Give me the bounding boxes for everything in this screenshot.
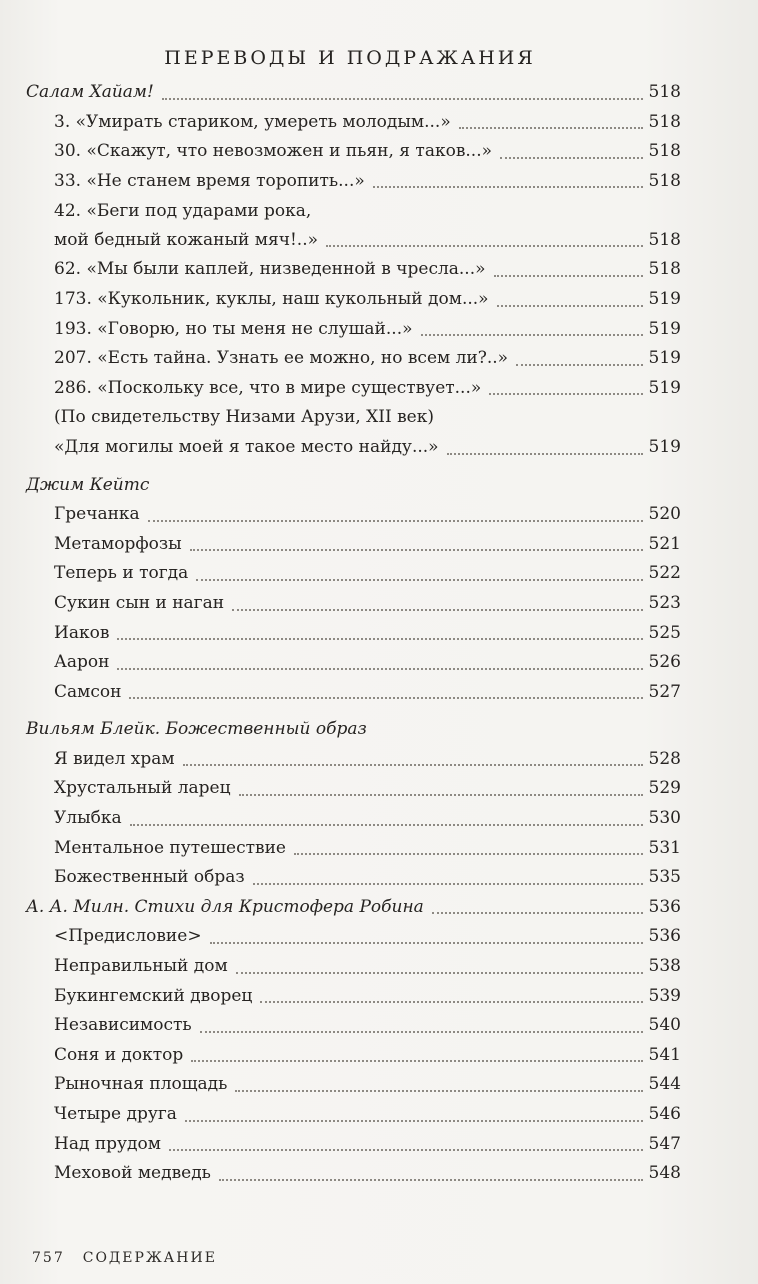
dot-leader (162, 98, 643, 100)
footer-page-number: 757 (32, 1250, 65, 1266)
dot-leader (183, 764, 643, 766)
page-number: 527 (648, 681, 681, 702)
entry-title: Ментальное путешествие (54, 837, 286, 858)
page-number: 520 (648, 504, 681, 525)
page-number: 539 (648, 985, 681, 1006)
page-number: 529 (648, 778, 681, 799)
entry-title: 207. «Есть тайна. Узнать ее можно, но всем ли?..» (54, 348, 509, 369)
toc-entry (26, 863, 681, 893)
dot-leader (196, 579, 642, 581)
toc-heading-keats: Джим Кейтс (26, 474, 150, 495)
dot-leader (239, 794, 643, 796)
entry-title: Метаморфозы (54, 533, 182, 554)
running-footer (32, 1250, 217, 1266)
toc-entry (26, 1041, 681, 1071)
toc-entry (26, 1130, 681, 1160)
page-number: 530 (648, 808, 681, 829)
dot-leader (235, 1090, 642, 1092)
page-number: 525 (648, 622, 681, 643)
page-number: 522 (648, 563, 681, 584)
dot-leader (294, 853, 643, 855)
entry-title: Четыре друга (54, 1104, 177, 1124)
dot-leader (148, 520, 643, 522)
toc-entry (26, 1159, 681, 1189)
entry-title: Рыночная площадь (54, 1074, 228, 1095)
entry-title: Аарон (54, 652, 110, 673)
toc-entry (26, 433, 681, 463)
page-number: 528 (648, 748, 681, 769)
dot-leader (421, 334, 643, 336)
dot-leader (117, 638, 642, 640)
entry-title: Гречанка (54, 504, 140, 525)
toc-entry (26, 108, 681, 138)
entry-title: Соня и доктор (54, 1044, 184, 1065)
page-number: 538 (648, 956, 681, 977)
page-number: 521 (648, 533, 681, 554)
toc-entry (26, 559, 681, 589)
dot-leader (432, 912, 643, 914)
dot-leader (326, 245, 643, 247)
toc-entry (26, 678, 681, 708)
dot-leader (130, 824, 643, 826)
dot-leader (191, 1060, 642, 1062)
page-number: 540 (648, 1015, 681, 1036)
heading-title: А. А. Милн. Стихи для Кристофера Робина (26, 896, 424, 917)
dot-leader (200, 1031, 643, 1033)
toc-heading-blake: Вильям Блейк. Божественный образ (26, 719, 367, 740)
dot-leader (236, 972, 643, 974)
dot-leader (459, 127, 643, 129)
page-number: 519 (648, 436, 681, 457)
page-number: 544 (648, 1074, 681, 1095)
page-number: 536 (648, 926, 681, 947)
entry-title: 30. «Скажут, что невозможен и пьян, я таков...» (54, 141, 492, 162)
page-number: 546 (648, 1104, 681, 1124)
toc-entry (26, 285, 681, 315)
toc-entry (26, 982, 681, 1012)
entry-title: 62. «Мы были каплей, низведенной в чресла...» (54, 259, 486, 280)
entry-title: Букингемский дворец (54, 985, 253, 1006)
toc-entry (26, 648, 681, 678)
source-note: (По свидетельству Низами Арузи, XII век) (54, 407, 434, 428)
dot-leader (260, 1001, 642, 1003)
dot-leader (253, 883, 643, 885)
page-number: 518 (648, 229, 681, 250)
toc-entry (26, 374, 681, 404)
toc-entry (26, 167, 681, 197)
toc-entry (26, 834, 681, 864)
dot-leader (190, 549, 643, 551)
dot-leader (489, 393, 642, 395)
entry-title: 173. «Кукольник, куклы, наш кукольный дом...» (54, 288, 489, 309)
page-number: 519 (648, 288, 681, 309)
dot-leader (169, 1149, 643, 1151)
page-number: 541 (648, 1044, 681, 1065)
toc-entry (26, 922, 681, 952)
toc-entry (26, 315, 681, 345)
entry-title: 33. «Не станем время торопить...» (54, 170, 365, 191)
dot-leader (447, 453, 643, 455)
toc-entry (26, 952, 681, 982)
entry-title: Я видел храм (54, 748, 175, 769)
page-number: 535 (648, 867, 681, 888)
page-number: 526 (648, 652, 681, 673)
dot-leader (185, 1120, 643, 1122)
page-number: 548 (648, 1163, 681, 1184)
toc-entry (26, 137, 681, 167)
toc-entry (26, 344, 681, 374)
dot-leader (219, 1179, 643, 1181)
toc-entry (26, 804, 681, 834)
entry-title: «Для могилы моей я такое место найду...» (54, 436, 439, 457)
entry-title: Сукин сын и наган (54, 592, 225, 613)
page-number: 518 (648, 82, 681, 102)
entry-title: Улыбка (54, 808, 122, 829)
page-number: 519 (648, 348, 681, 369)
dot-leader (497, 305, 643, 307)
dot-leader (516, 364, 642, 366)
toc-entry (26, 774, 681, 804)
page-number: 518 (648, 259, 681, 280)
heading-title: Салам Хайам! (26, 82, 154, 102)
entry-title: <Предисловие> (54, 926, 202, 947)
entry-title: 42. «Беги под ударами рока, мой бедный кожаный мяч!..» (54, 201, 319, 251)
toc-entry (26, 1011, 681, 1041)
footer-label: СОДЕРЖАНИЕ (82, 1250, 217, 1266)
table-of-contents (26, 78, 681, 1189)
toc-entry (26, 745, 681, 775)
page-number: 518 (648, 170, 681, 191)
dot-leader (373, 186, 643, 188)
page-number: 519 (648, 318, 681, 339)
entry-title: Хрустальный ларец (54, 778, 231, 799)
toc-entry (26, 619, 681, 649)
dot-leader (232, 609, 642, 611)
dot-leader (117, 668, 642, 670)
entry-title: 286. «Поскольку все, что в мире существует...» (54, 377, 482, 398)
entry-title: Независимость (54, 1015, 192, 1036)
page-number: 518 (648, 141, 681, 162)
page-number: 531 (648, 837, 681, 858)
toc-entry (26, 1070, 681, 1100)
entry-title: Меховой медведь (54, 1163, 211, 1184)
entry-title: Божественный образ (54, 867, 245, 888)
page-number: 519 (648, 377, 681, 398)
entry-title: Иаков (54, 622, 110, 643)
toc-heading-khayyam (26, 78, 681, 108)
toc-entry (26, 196, 681, 255)
page-number: 547 (648, 1133, 681, 1154)
section-title: ПЕРЕВОДЫ И ПОДРАЖАНИЯ (164, 47, 536, 69)
entry-title: 193. «Говорю, но ты меня не слушай...» (54, 318, 413, 339)
entry-title: Теперь и тогда (54, 563, 189, 584)
entry-title: Самсон (54, 681, 122, 702)
entry-title: Неправильный дом (54, 956, 228, 977)
entry-title: Над прудом (54, 1133, 161, 1154)
entry-title: 3. «Умирать стариком, умереть молодым...» (54, 111, 451, 132)
toc-entry (26, 255, 681, 285)
toc-entry (26, 500, 681, 530)
toc-entry (26, 589, 681, 619)
page-number: 518 (648, 111, 681, 132)
toc-entry (26, 1100, 681, 1130)
toc-entry (26, 530, 681, 560)
dot-leader (210, 942, 643, 944)
page-number: 536 (648, 896, 681, 917)
dot-leader (494, 275, 643, 277)
page-number: 523 (648, 592, 681, 613)
toc-heading-milne (26, 893, 681, 923)
dot-leader (129, 697, 642, 699)
dot-leader (500, 157, 643, 159)
